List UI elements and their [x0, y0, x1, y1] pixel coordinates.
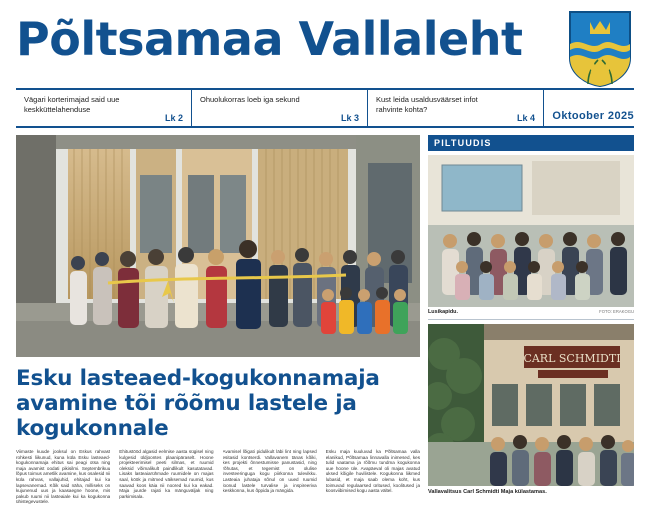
svg-text:CARL SCHMIDTI: CARL SCHMIDTI — [523, 352, 621, 365]
teaser-text: Kust leida usaldusväärset infot rahvinte kohta? — [376, 95, 478, 114]
photo-caption: Vallavalitsus Carl Schmidti Maja külastamas. — [428, 489, 547, 495]
lead-story-column — [16, 135, 420, 509]
photo-caption: Lusikapidu. — [428, 309, 458, 315]
sidebar-photo-block-2 — [428, 324, 634, 495]
lusikapidu-photo — [428, 155, 634, 307]
article-paragraph: Ehitustööd algasid eelmise aasta sügisel ning kulgesid üldjoontes plaanipäraselt. Hoone projekteerimisel peeti silmas, et ruumid oleksid võimalikult paindlikult kasutatavad. Lisaks lasteaiarühmade ruumidele on majas saal, köök ja mitmed väiksemad ruumid, kus saavad koos käia nii noored kui ka eakad. Maja juurde rajati ka mänguväljak ning parkimisala. — [119, 449, 214, 499]
teaser-page-ref: Lk 3 — [340, 113, 359, 123]
article-column — [326, 449, 420, 509]
lead-article-body — [16, 449, 420, 509]
teaser-text: Ohuolukorras loeb iga sekund — [200, 95, 300, 104]
carl-schmidti-maja-photo — [428, 324, 634, 486]
teaser-text: Vägari korterimajad said uue keskküttelahenduse — [24, 95, 120, 114]
lead-photo — [16, 135, 420, 357]
article-paragraph: Viimaste kuude jooksul on Eskus rahvast rohkesti liikunud, kuna küla Esku lasteaed-kogukonnamaja ehitus sai peagi otsa ning maja avamist oodati pikisilmi. Septembrikuu lõpus toimus ametlik avamine, kus osalesid nii küla rahvas, vallajuhid, ehitajad kui ka lapsevanemad. Kõik said näha, milliseks on kujunenud uus ja kaasaegne hoone, mis pakub ruumi nii lasteaiale kui ka kogukonna ühistegevustele. — [16, 449, 111, 505]
article-column — [16, 449, 110, 509]
teaser-bar — [16, 88, 634, 128]
photo-credit: FOTO: ERAKOGU — [599, 309, 634, 314]
coat-of-arms-icon — [568, 10, 632, 88]
sidebar-section-title: PILTUUDIS — [428, 135, 634, 151]
issue-date: Oktoober 2025 — [552, 110, 634, 122]
teaser-page-ref: Lk 4 — [516, 113, 535, 123]
teaser-item-2[interactable] — [192, 90, 368, 126]
content-area — [16, 135, 634, 509]
article-paragraph: Esku maja kuuluvad ka Põltsamaa valla elanikud, Põltsamaa linnavalla inimesed, kes tulid vaatama ja rõõmu tundma kogukonna uue hoone üle. Avapäeval oli majas avatud uksed kõigile huvilistele. Kogukonna liikmed lubasid, et maja saab olema koht, kus toimuvad regulaarsed üritused, koolitused ja koosviibimised kogu aasta vältel. — [325, 449, 420, 494]
teaser-item-3[interactable] — [368, 90, 544, 126]
masthead — [16, 0, 634, 86]
teaser-item-1[interactable] — [16, 90, 192, 126]
divider — [428, 319, 634, 320]
article-column — [223, 449, 317, 509]
lead-headline: Esku lasteaed-kogukonnamaja avamine tõi rõõmu lastele ja kogukonnale — [16, 366, 380, 441]
article-column — [119, 449, 213, 509]
teaser-page-ref: Lk 2 — [164, 113, 183, 123]
article-paragraph: Avamisel lõigati pidulikult läbi lint ning lapsed esitasid kontserdi. Vallavanem tänas kõiki, kes projekti õnnestumisse panustasid, ning rõhutas, et tegemist on olulise investeeringuga kogu piirkonna tulevikku. Lasteaia juhataja sõnul on uued ruumid loonud lastele turvalise ja inspireeriva keskkonna, kus õppida ja mängida. — [222, 449, 317, 494]
sidebar-photo-block-1 — [428, 155, 634, 315]
sidebar-column — [428, 135, 634, 509]
page-title: Põltsamaa Vallaleht — [16, 12, 523, 66]
